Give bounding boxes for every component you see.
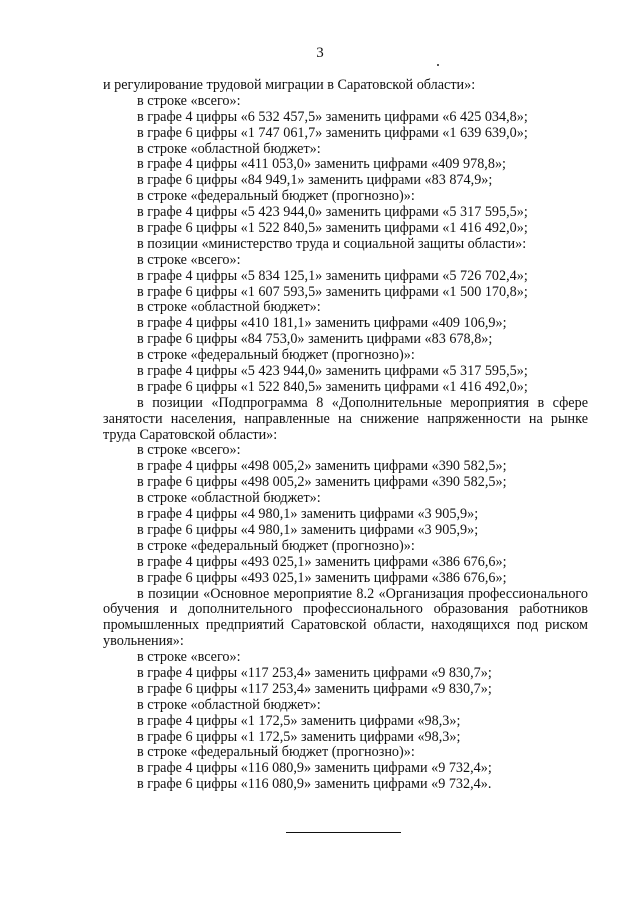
text-line: в графе 6 цифры «1 607 593,5» заменить цифрами «1 500 170,8»;: [137, 283, 528, 300]
text-line: в строке «областной бюджет»:: [137, 299, 321, 316]
text-line: в строке «всего»:: [137, 649, 241, 666]
paragraph-line: промышленных предприятий Саратовской области, находящихся под риском: [103, 617, 588, 634]
text-line: в графе 6 цифры «493 025,1» заменить цифрами «386 676,6»;: [137, 569, 507, 586]
text-line: в строке «всего»:: [137, 92, 241, 109]
paragraph-measure-8-2: [103, 587, 588, 651]
text-line: и регулирование трудовой миграции в Саратовской области»:: [103, 77, 476, 93]
text-line: в графе 6 цифры «116 080,9» заменить цифрами «9 732,4».: [137, 776, 492, 793]
text-line: в графе 6 цифры «1 172,5» заменить цифрами «98,3»;: [137, 728, 461, 745]
text-line: в графе 6 цифры «498 005,2» заменить цифрами «390 582,5»;: [137, 474, 507, 491]
paragraph-line: в позиции «Основное мероприятие 8.2 «Организация профессионального: [137, 585, 588, 602]
text-line: в строке «всего»:: [137, 442, 241, 459]
amendment-block-measure-8-2: [103, 650, 588, 793]
text-line: в графе 6 цифры «84 753,0» заменить цифрами «83 678,8»;: [137, 331, 493, 348]
amendment-block-ministry: [103, 78, 588, 396]
text-line: в графе 6 цифры «4 980,1» заменить цифрами «3 905,9»;: [137, 521, 479, 538]
text-line: в графе 4 цифры «410 181,1» заменить цифрами «409 106,9»;: [137, 315, 507, 332]
text-line: в строке «федеральный бюджет (прогнозно)»:: [137, 744, 415, 761]
text-line: в графе 6 цифры «117 253,4» заменить цифрами «9 830,7»;: [137, 680, 492, 697]
text-line: в графе 4 цифры «117 253,4» заменить цифрами «9 830,7»;: [137, 664, 492, 681]
end-of-text-rule: [286, 832, 401, 833]
text-line: в позиции «министерство труда и социальной защиты области»:: [137, 235, 527, 252]
text-line: в строке «областной бюджет»:: [137, 696, 321, 713]
text-line: в графе 4 цифры «411 053,0» заменить цифрами «409 978,8»;: [137, 156, 506, 173]
text-line: в графе 6 цифры «1 522 840,5» заменить цифрами «1 416 492,0»;: [137, 220, 528, 237]
paragraph-line: увольнения»:: [103, 633, 184, 650]
text-line: в графе 4 цифры «498 005,2» заменить цифрами «390 582,5»;: [137, 458, 507, 475]
text-line: в строке «федеральный бюджет (прогнозно)»:: [137, 347, 415, 364]
text-line: в строке «областной бюджет»:: [137, 490, 321, 507]
paragraph-line: труда Саратовской области»:: [103, 426, 278, 443]
text-line: в строке «федеральный бюджет (прогнозно)»:: [137, 537, 415, 554]
text-line: в строке «областной бюджет»:: [137, 140, 321, 157]
text-line: в графе 4 цифры «6 532 457,5» заменить цифрами «6 425 034,8»;: [137, 108, 528, 125]
text-line: в графе 4 цифры «116 080,9» заменить цифрами «9 732,4»;: [137, 760, 492, 777]
text-line: в графе 4 цифры «5 423 944,0» заменить цифрами «5 317 595,5»;: [137, 363, 528, 380]
paragraph-line: занятости населения, направленные на снижение напряженности на рынке: [103, 410, 588, 427]
page-number: 3: [316, 45, 324, 61]
text-line: в строке «всего»:: [137, 251, 241, 268]
paragraph-line: обучения и дополнительного профессионального образования работников: [103, 601, 588, 618]
scan-speck: [437, 64, 439, 66]
text-line: в графе 6 цифры «1 747 061,7» заменить цифрами «1 639 639,0»;: [137, 124, 528, 141]
paragraph-line: в позиции «Подпрограмма 8 «Дополнительные мероприятия в сфере: [137, 394, 588, 411]
text-line: в строке «федеральный бюджет (прогнозно)»:: [137, 188, 415, 205]
text-line: в графе 4 цифры «493 025,1» заменить цифрами «386 676,6»;: [137, 553, 507, 570]
document-body: [103, 78, 588, 793]
text-line: в графе 4 цифры «5 423 944,0» заменить цифрами «5 317 595,5»;: [137, 204, 528, 221]
paragraph-subprogram-8: [103, 396, 588, 444]
amendment-block-subprogram-8: [103, 443, 588, 586]
text-line: в графе 4 цифры «1 172,5» заменить цифрами «98,3»;: [137, 712, 461, 729]
text-line: в графе 6 цифры «1 522 840,5» заменить цифрами «1 416 492,0»;: [137, 378, 528, 395]
text-line: в графе 6 цифры «84 949,1» заменить цифрами «83 874,9»;: [137, 172, 493, 189]
text-line: в графе 4 цифры «4 980,1» заменить цифрами «3 905,9»;: [137, 506, 479, 523]
text-line: в графе 4 цифры «5 834 125,1» заменить цифрами «5 726 702,4»;: [137, 267, 528, 284]
